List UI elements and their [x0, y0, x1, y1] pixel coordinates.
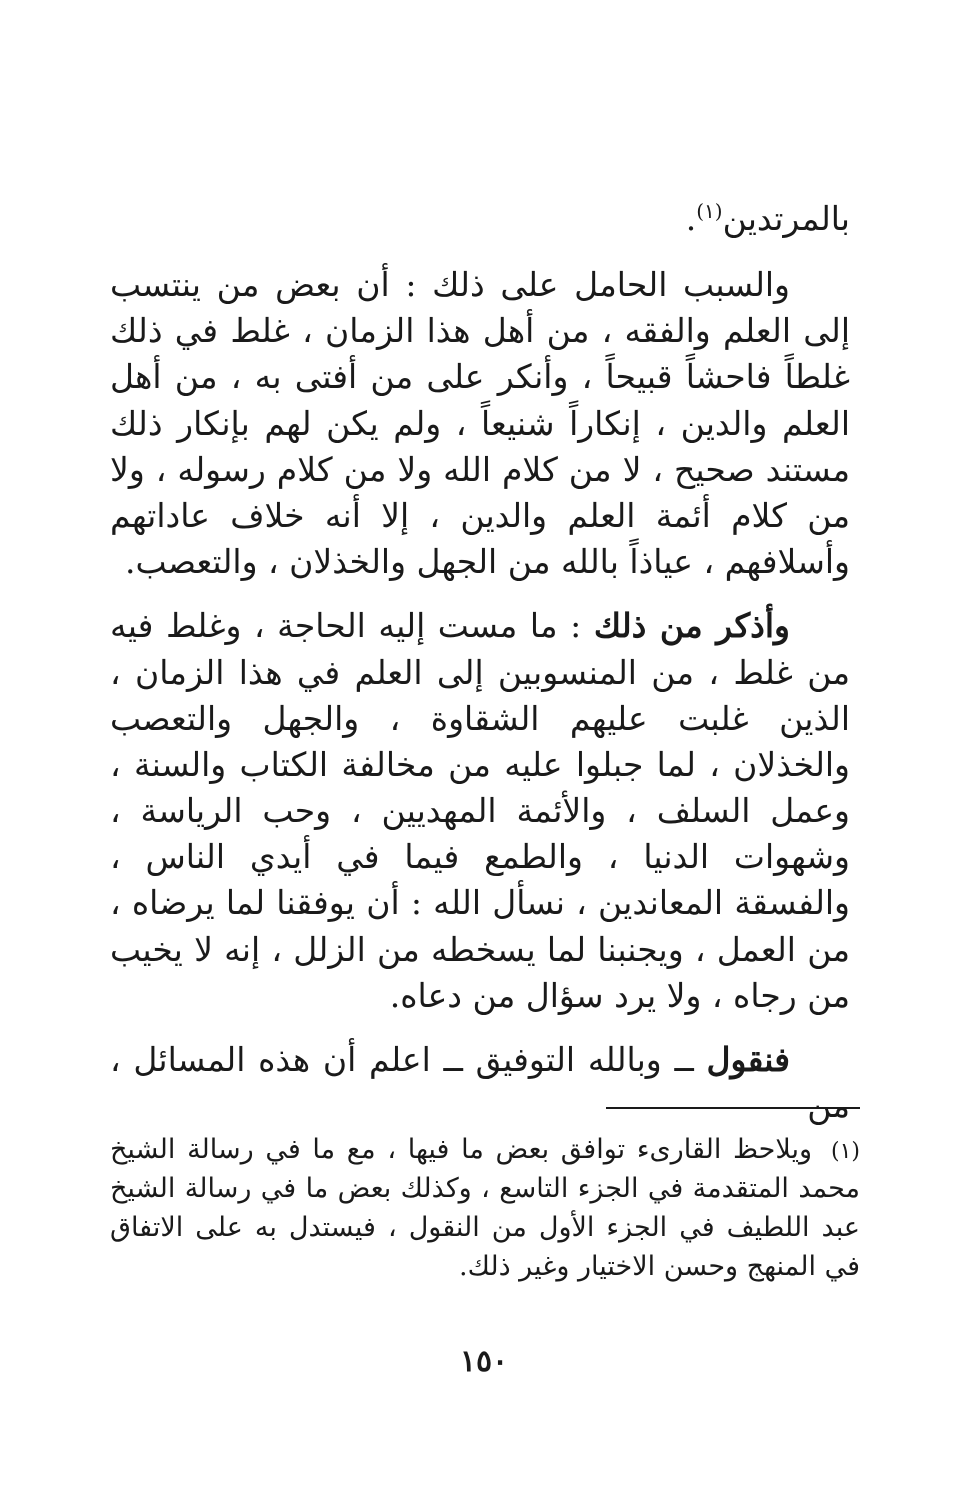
- paragraph-mention: [110, 603, 850, 1019]
- paragraph-text: والسبب الحامل على ذلك : أن بعض من ينتسب إلى العلم والفقه ، من أهل هذا الزمان ، غلط في ذلك غلطاً فاحشاً قبيحاً ، وأنكر على من أفتى به ، من أهل العلم والدين ، إنكاراً شنيعاً ، ولم يكن لهم بإنكار ذلك مستند صحيح ، لا من كلام الله ولا من كلام رسوله ، ولا من كلام أئمة العلم والدين ، إلا أنه خلاف عاداتهم وأسلافهم ، عياذاً بالله من الجهل والخذلان ، والتعصب.: [110, 265, 850, 582]
- paragraph-lead: فنقول: [706, 1040, 790, 1079]
- opening-line: [110, 196, 850, 242]
- footnote-text: ويلاحظ القارىء توافق بعض ما فيها ، مع ما في رسالة الشيخ محمد المتقدمة في الجزء التاسع ، وكذلك بعض ما في رسالة الشيخ عبد اللطيف في الجزء الأول من النقول ، فيستدل به على الاتفاق في المنهج وحسن الاختيار وغير ذلك.: [110, 1134, 860, 1283]
- footnote: [110, 1130, 860, 1287]
- page-number: ١٥٠: [459, 1344, 509, 1379]
- footnote-divider: [606, 1107, 860, 1109]
- paragraph-reason: [110, 262, 850, 585]
- paragraph-text: ــ وبالله التوفيق ــ اعلم أن هذه المسائل ، من: [110, 1040, 850, 1126]
- opening-end: .: [685, 199, 697, 238]
- paragraph-text: : ما مست إليه الحاجة ، وغلط فيه من غلط ، من المنسوبين إلى العلم في هذا الزمان ، الذين غلبت عليهم الشقاوة ، والجهل والتعصب والخذلان ، لما جبلوا عليه من مخالفة الكتاب والسنة ، وعمل السلف ، والأئمة المهديين ، وحب الرياسة ، وشهوات الدنيا ، والطمع فيما في أيدي الناس ، والفسقة المعاندين ، نسأل الله : أن يوفقنا لما يرضاه ، من العمل ، ويجنبنا لما يسخطه من الزلل ، إنه لا يخيب من رجاه ، ولا يرد سؤال من دعاه.: [110, 606, 850, 1015]
- paragraph-lead: وأذكر من ذلك: [593, 606, 790, 646]
- footnote-marker: (١): [830, 1139, 860, 1164]
- footnote-reference[interactable]: (١): [696, 199, 723, 223]
- paragraph-say: [110, 1037, 850, 1129]
- opening-text: بالمرتدين: [722, 199, 850, 238]
- main-text: [110, 262, 850, 1147]
